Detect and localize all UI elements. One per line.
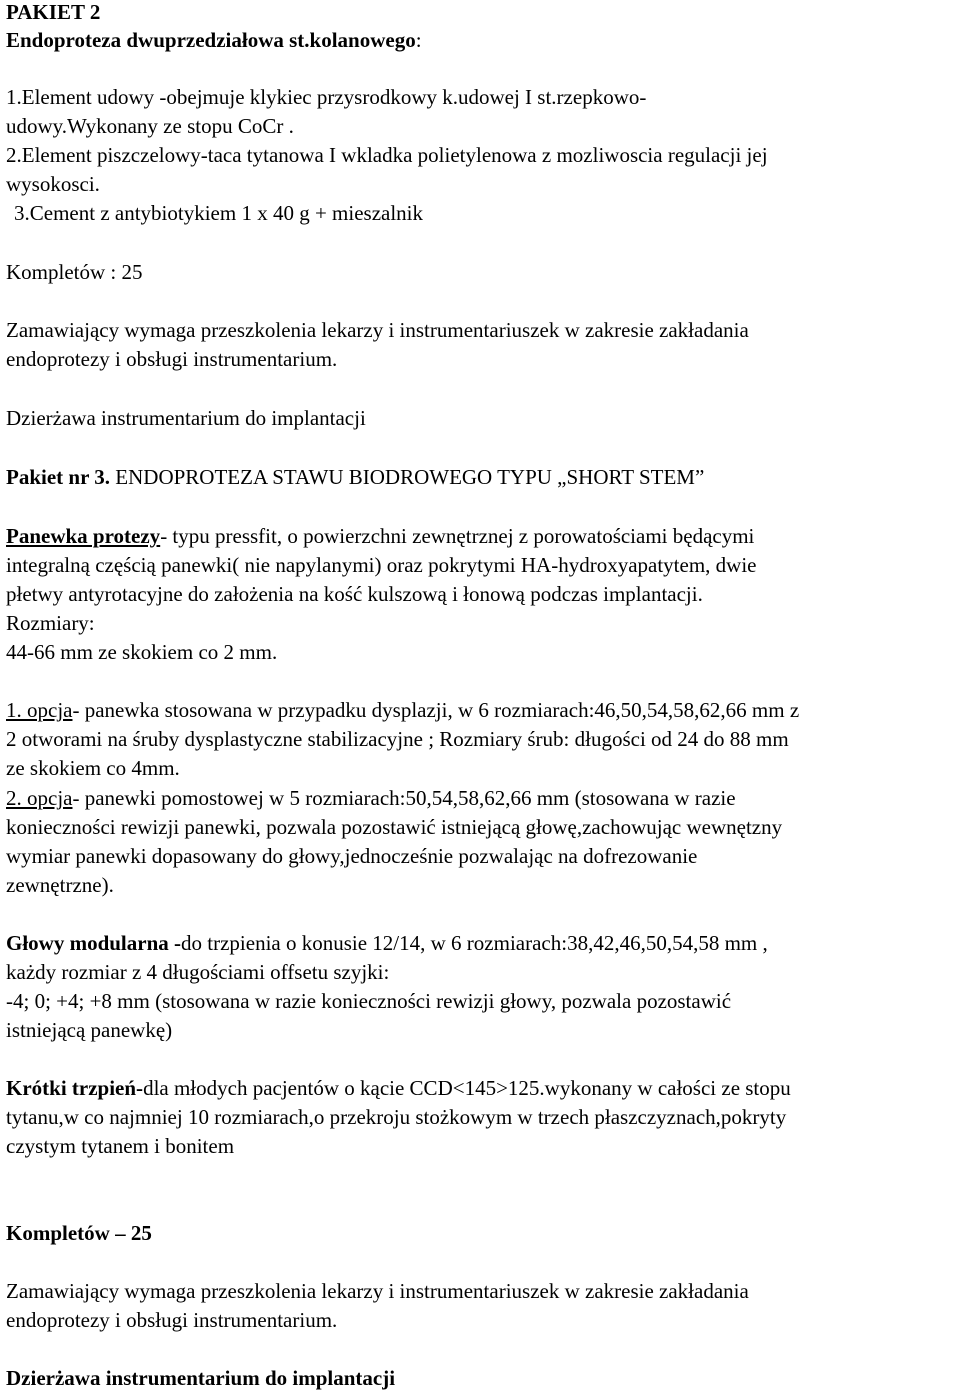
glowy-line3: -4; 0; +4; +8 mm (stosowana w razie konieczności rewizji głowy, pozwala pozostawić bbox=[6, 989, 732, 1013]
pakiet3-heading bbox=[6, 463, 704, 492]
pakiet2-subtitle bbox=[6, 26, 422, 55]
rozmiary-value: 44-66 mm ze skokiem co 2 mm. bbox=[6, 640, 278, 664]
pakiet2-item2-line2: wysokosci. bbox=[6, 172, 100, 196]
pakiet2-subtitle-bold: Endoproteza dwuprzedziałowa st.kolanowego bbox=[6, 28, 416, 52]
opcja2-line2: konieczności rewizji panewki, pozwala pozostawić istniejącą głowę,zachowując wewnętzny bbox=[6, 815, 783, 839]
pakiet2-subtitle-colon: : bbox=[415, 28, 422, 52]
rozmiary-label: Rozmiary: bbox=[6, 611, 95, 635]
opcja1-line2: 2 otworami na śruby dysplastyczne stabilizacyjne ; Rozmiary śrub: długości od 24 do 88 mm bbox=[6, 727, 789, 751]
opcja2-label: 2. opcja bbox=[6, 786, 73, 810]
pakiet2-lease: Dzierżawa instrumentarium do implantacji bbox=[6, 406, 366, 430]
panewka-line1 bbox=[6, 522, 754, 551]
opcja2-line1-rest: - panewki pomostowej w 5 rozmiarach:50,54,58,62,66 mm (stosowana w razie bbox=[72, 786, 736, 810]
glowy-line1-rest: do trzpienia o konusie 12/14, w 6 rozmiarach:38,42,46,50,54,58 mm , bbox=[181, 931, 768, 955]
opcja2-line1 bbox=[6, 784, 736, 813]
pakiet2-title: PAKIET 2 bbox=[6, 0, 101, 24]
trzpien-line3: czystym tytanem i bonitem bbox=[6, 1134, 235, 1158]
panewka-line2: integralną częścią panewki( nie napylanymi) oraz pokrytymi HA-hydroxyapatytem, dwie bbox=[6, 553, 757, 577]
pakiet2-training-line1: Zamawiający wymaga przeszkolenia lekarzy i instrumentariuszek w zakresie zakładania bbox=[6, 318, 749, 342]
opcja1-label: 1. opcja bbox=[6, 698, 73, 722]
pakiet2-item1-line2: udowy.Wykonany ze stopu CoCr . bbox=[6, 114, 294, 138]
pakiet3-heading-bold: Pakiet nr 3. bbox=[6, 465, 111, 489]
opcja1-line1 bbox=[6, 696, 799, 725]
opcja2-line3: wymiar panewki dopasowany do głowy,jednocześnie pozwalając na dofrezowanie bbox=[6, 844, 698, 868]
pakiet2-item3: 3.Cement z antybiotykiem 1 x 40 g + mieszalnik bbox=[14, 201, 424, 225]
pakiet3-lease: Dzierżawa instrumentarium do implantacji bbox=[6, 1366, 396, 1390]
opcja1-line3: ze skokiem co 4mm. bbox=[6, 756, 180, 780]
pakiet3-training-line2: endoprotezy i obsługi instrumentarium. bbox=[6, 1308, 338, 1332]
trzpien-line2: tytanu,w co najmniej 10 rozmiarach,o przekroju stożkowym w trzech płaszczyznach,pokryty bbox=[6, 1105, 787, 1129]
pakiet3-kompletow: Kompletów – 25 bbox=[6, 1221, 152, 1245]
glowy-line1 bbox=[6, 929, 768, 958]
glowy-line2: każdy rozmiar z 4 długościami offsetu szyjki: bbox=[6, 960, 390, 984]
pakiet2-training-line2: endoprotezy i obsługi instrumentarium. bbox=[6, 347, 338, 371]
document-page bbox=[6, 0, 958, 1393]
pakiet3-heading-rest: ENDOPROTEZA STAWU BIODROWEGO TYPU „SHORT STEM” bbox=[110, 465, 705, 489]
panewka-label: Panewka protezy bbox=[6, 524, 161, 548]
opcja2-line4: zewnętrzne). bbox=[6, 873, 114, 897]
panewka-line3: płetwy antyrotacyjne do założenia na kość kulszową i łonową podczas implantacji. bbox=[6, 582, 703, 606]
opcja1-line1-rest: - panewka stosowana w przypadku dysplazji, w 6 rozmiarach:46,50,54,58,62,66 mm z bbox=[72, 698, 800, 722]
panewka-line1-rest: - typu pressfit, o powierzchni zewnętrznej z porowatościami będącymi bbox=[160, 524, 755, 548]
pakiet2-item2-line1: 2.Element piszczelowy-taca tytanowa I wkladka polietylenowa z mozliwoscia regulacji jej bbox=[6, 143, 768, 167]
glowy-label: Głowy modularna - bbox=[6, 931, 182, 955]
trzpien-label: Krótki trzpień- bbox=[6, 1076, 144, 1100]
trzpien-line1 bbox=[6, 1074, 791, 1103]
pakiet3-training-line1: Zamawiający wymaga przeszkolenia lekarzy i instrumentariuszek w zakresie zakładania bbox=[6, 1279, 749, 1303]
trzpien-line1-rest: dla młodych pacjentów o kącie CCD<145>125.wykonany w całości ze stopu bbox=[143, 1076, 791, 1100]
glowy-line4: istniejącą panewkę) bbox=[6, 1018, 173, 1042]
pakiet2-kompletow: Kompletów : 25 bbox=[6, 260, 143, 284]
pakiet2-item1-line1: 1.Element udowy -obejmuje klykiec przysrodkowy k.udowej I st.rzepkowo- bbox=[6, 85, 647, 109]
